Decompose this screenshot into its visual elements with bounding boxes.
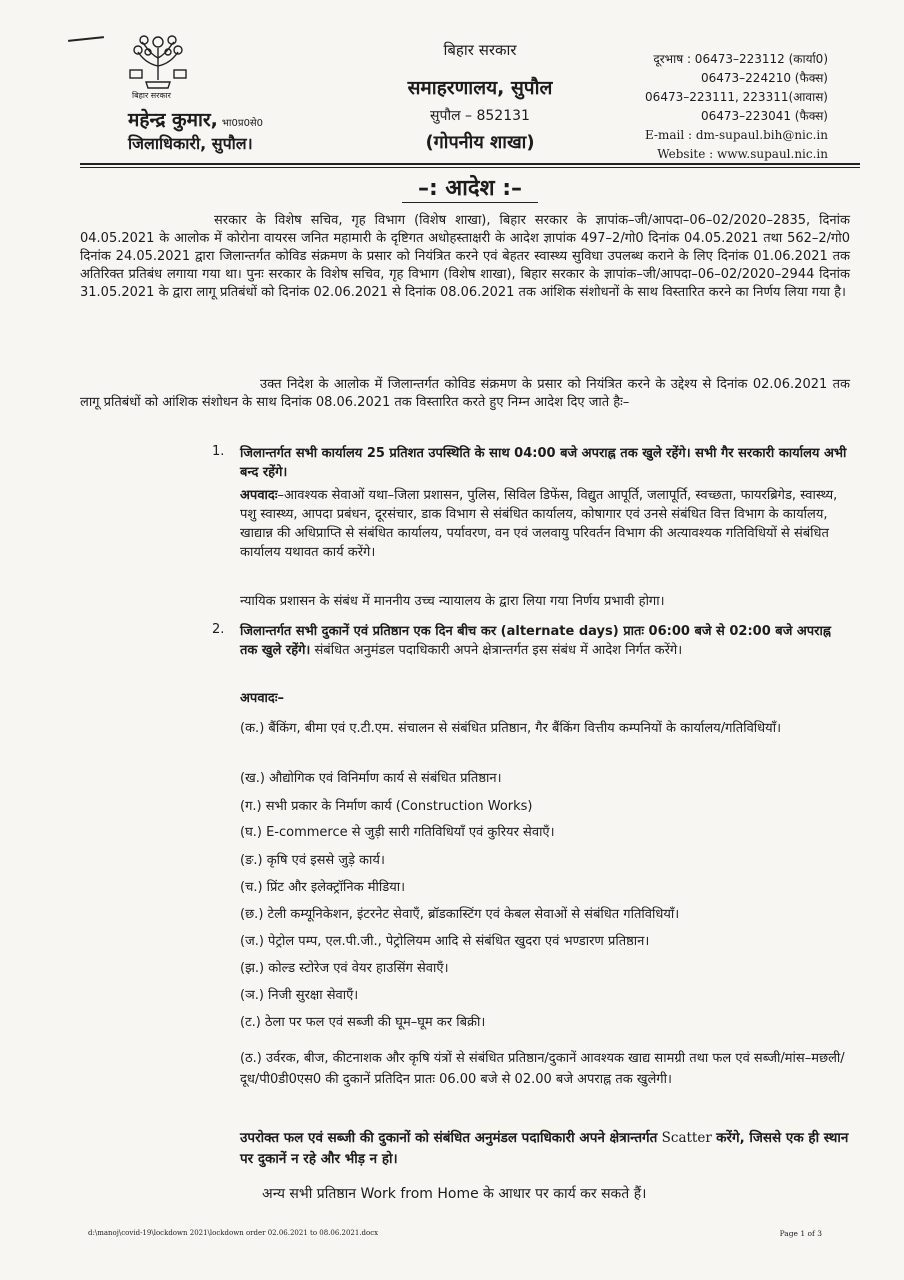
phone-line: 06473–223111, 223311(आवास) xyxy=(645,90,828,104)
exception-heading: अपवादः– xyxy=(240,691,284,706)
emblem-caption: बिहार सरकार xyxy=(132,91,171,100)
item-number: 1. xyxy=(212,444,225,459)
list-item: (झ.) कोल्ड स्टोरेज एवं वेयर हाउसिंग सेवाएँ। xyxy=(240,961,449,976)
item1-exception xyxy=(240,486,850,562)
officer-qualification: भा0प्र0से0 xyxy=(221,118,264,129)
file-path: d:\manoj\covid-19\lockdown 2021\lockdown order 02.06.2021 to 08.06.2021.docx xyxy=(88,1229,379,1237)
item-number: 2. xyxy=(212,622,225,637)
website-line: Website : www.supaul.nic.in xyxy=(657,147,828,161)
item2-heading-bold: जिलान्तर्गत सभी दुकानें एवं प्रतिष्ठान एक दिन बीच कर (alternate days) प्रातः 06:00 बजे से 02:00 बजे अपराह्न तक खुले रहेंगे। xyxy=(240,624,831,658)
list-item: (ट.) ठेला पर फल एवं सब्जी की घूम–घूम कर बिक्री। xyxy=(240,1015,486,1030)
list-item: (ख.) औद्योगिक एवं विनिर्माण कार्य से संबंधित प्रतिष्ठान। xyxy=(240,771,502,786)
closing-part2: करेंगे, जिससे एक ही स्थान पर दुकानें न रहे और भीड़ न हो। xyxy=(240,1130,849,1167)
list-item: (ग.) सभी प्रकार के निर्माण कार्य (Construction Works) xyxy=(240,799,533,814)
pen-mark xyxy=(68,36,104,42)
order-title: –: आदेश :– xyxy=(380,172,560,202)
list-item: (ञ.) निजी सुरक्षा सेवाएँ। xyxy=(240,988,359,1003)
closing-scatter: Scatter xyxy=(657,1130,717,1146)
exception-label: अपवादः xyxy=(240,488,278,503)
government-name: बिहार सरकार xyxy=(443,41,517,59)
list-item: (ज.) पेट्रोल पम्प, एल.पी.जी., पेट्रोलियम आदि से संबंधित खुदरा एवं भण्डारण प्रतिष्ठान। xyxy=(240,934,650,949)
contact-block xyxy=(645,50,828,164)
list-item: (क.) बैंकिंग, बीमा एवं ए.टी.एम. संचालन से संबंधित प्रतिष्ठान, गैर बैंकिंग वित्तीय कम्पनियों के कार्यालय/गतिविधियाँ। xyxy=(240,721,781,736)
phone-line: 06473–224210 (फैक्स) xyxy=(701,71,828,85)
officer-name xyxy=(128,106,263,132)
closing-part1: उपरोक्त फल एवं सब्जी की दुकानों को संबंधित अनुमंडल पदाधिकारी अपने क्षेत्रान्तर्गत xyxy=(240,1130,658,1146)
pincode: सुपौल – 852131 xyxy=(430,108,530,124)
intro-paragraph: सरकार के विशेष सचिव, गृह विभाग (विशेष शाखा), बिहार सरकार के ज्ञापांक–जी/आपदा–06–02/2020–2835, दिनांक 04.05.2021 के आलोक में कोरोना वायरस जनित महामारी के दृष्टिगत अधोहस्ताक्षरी के आदेश ज्ञापांक 497–2/गो0 दिनांक 04.05.2021 तथा 562–2/गो0 दिनांक 24.05.2021 द्वारा जिलान्तर्गत कोविड संक्रमण के प्रसार को नियंत्रित करने एवं बेहतर स्वास्थ्य सुविधा उपलब्ध कराने के लिए दिनांक 01.06.2021 तक अतिरिक्त प्रतिबंध लगाया गया था। पुनः सरकार के विशेष सचिव, गृह विभाग (विशेष शाखा), बिहार सरकार के ज्ञापांक–जी/आपदा–06–02/2020–2944 दिनांक 31.05.2021 के द्वारा लागू प्रतिबंधों को दिनांक 02.06.2021 से दिनांक 08.06.2021 तक आंशिक संशोधनों के साथ विस्तारित करने का निर्णय लिया गया है। xyxy=(80,213,850,300)
officer-name-text: महेन्द्र कुमार, xyxy=(128,109,218,131)
list-item: (ठ.) उर्वरक, बीज, कीटनाशक और कृषि यंत्रों से संबंधित प्रतिष्ठान/दुकानें आवश्यक खाद्य सामग्री तथा फल एवं सब्जी/मांस–मछली/दूध/पी0डी0एस0 की दुकानें प्रतिदिन प्रातः 06.00 बजे से 02.00 बजे अपराह्न तक खुलेगी। xyxy=(240,1051,845,1087)
item1-note: न्यायिक प्रशासन के संबंध में माननीय उच्च न्यायालय के द्वारा लिया गया निर्णय प्रभावी होगा। xyxy=(240,594,665,609)
item1-heading: जिलान्तर्गत सभी कार्यालय 25 प्रतिशत उपस्थिति के साथ 04:00 बजे अपराह्न तक खुले रहेंगे। सभी गैर सरकारी कार्यालय अभी बन्द रहेंगे। xyxy=(240,446,847,480)
closing-instruction xyxy=(240,1128,850,1170)
directive-paragraph: उक्त निदेश के आलोक में जिलान्तर्गत कोविड संक्रमण के प्रसार को नियंत्रित करने के उद्देश्य से दिनांक 02.06.2021 तक लागू प्रतिबंधों को आंशिक संशोधन के साथ दिनांक 08.06.2021 तक विस्तारित करते हुए निम्न आदेश दिए जाते हैः– xyxy=(80,377,850,410)
page-number: Page 1 of 3 xyxy=(779,1229,822,1238)
work-from-home-note: अन्य सभी प्रतिष्ठान Work from Home के आधार पर कार्य कर सकते हैं। xyxy=(262,1186,647,1202)
phone-line: दूरभाष : 06473–223112 (कार्या0) xyxy=(653,52,828,66)
list-item: (च.) प्रिंट और इलेक्ट्रॉनिक मीडिया। xyxy=(240,880,406,895)
item2-heading xyxy=(240,622,850,660)
office-name: समाहरणालय, सुपौल xyxy=(407,77,553,99)
header-divider xyxy=(80,163,860,165)
item2-heading-tail: संबंधित अनुमंडल पदाधिकारी अपने क्षेत्रान्तर्गत इस संबंध में आदेश निर्गत करेंगे। xyxy=(310,643,683,658)
exception-text: –आवश्यक सेवाओं यथा–जिला प्रशासन, पुलिस, सिविल डिफेंस, विद्युत आपूर्ति, जलापूर्ति, स्वच्छता, फायरब्रिगेड, स्वास्थ्य, पशु स्वास्थ्य, आपदा प्रबंधन, दूरसंचार, डाक विभाग से संबंधित कार्यालय, कोषागार एवं उनसे संबंधित वित्त विभाग के कार्यालय, खाद्यान्न की अधिप्राप्ति से संबंधित कार्यालय, पर्यावरण, वन एवं जलवायु परिवर्तन विभाग की अत्यावश्यक गतिविधियों से संबंधित कार्यालय यथावत कार्य करेंगे। xyxy=(240,488,838,560)
header-divider-thin xyxy=(80,167,860,168)
officer-title: जिलाधिकारी, सुपौल। xyxy=(128,134,253,153)
list-item: (ङ.) कृषि एवं इससे जुड़े कार्य। xyxy=(240,853,385,868)
list-item: (घ.) E-commerce से जुड़ी सारी गतिविधियाँ एवं कुरियर सेवाएँ। xyxy=(240,825,555,840)
email-line: E-mail : dm-supaul.bih@nic.in xyxy=(644,128,828,142)
list-item: (छ.) टेली कम्यूनिकेशन, इंटरनेट सेवाएँ, ब्रॉडकास्टिंग एवं केबल सेवाओं से संबंधित गतिविधियाँ। xyxy=(240,907,680,922)
branch-name: (गोपनीय शाखा) xyxy=(425,132,535,153)
phone-line: 06473–223041 (फैक्स) xyxy=(701,109,828,123)
